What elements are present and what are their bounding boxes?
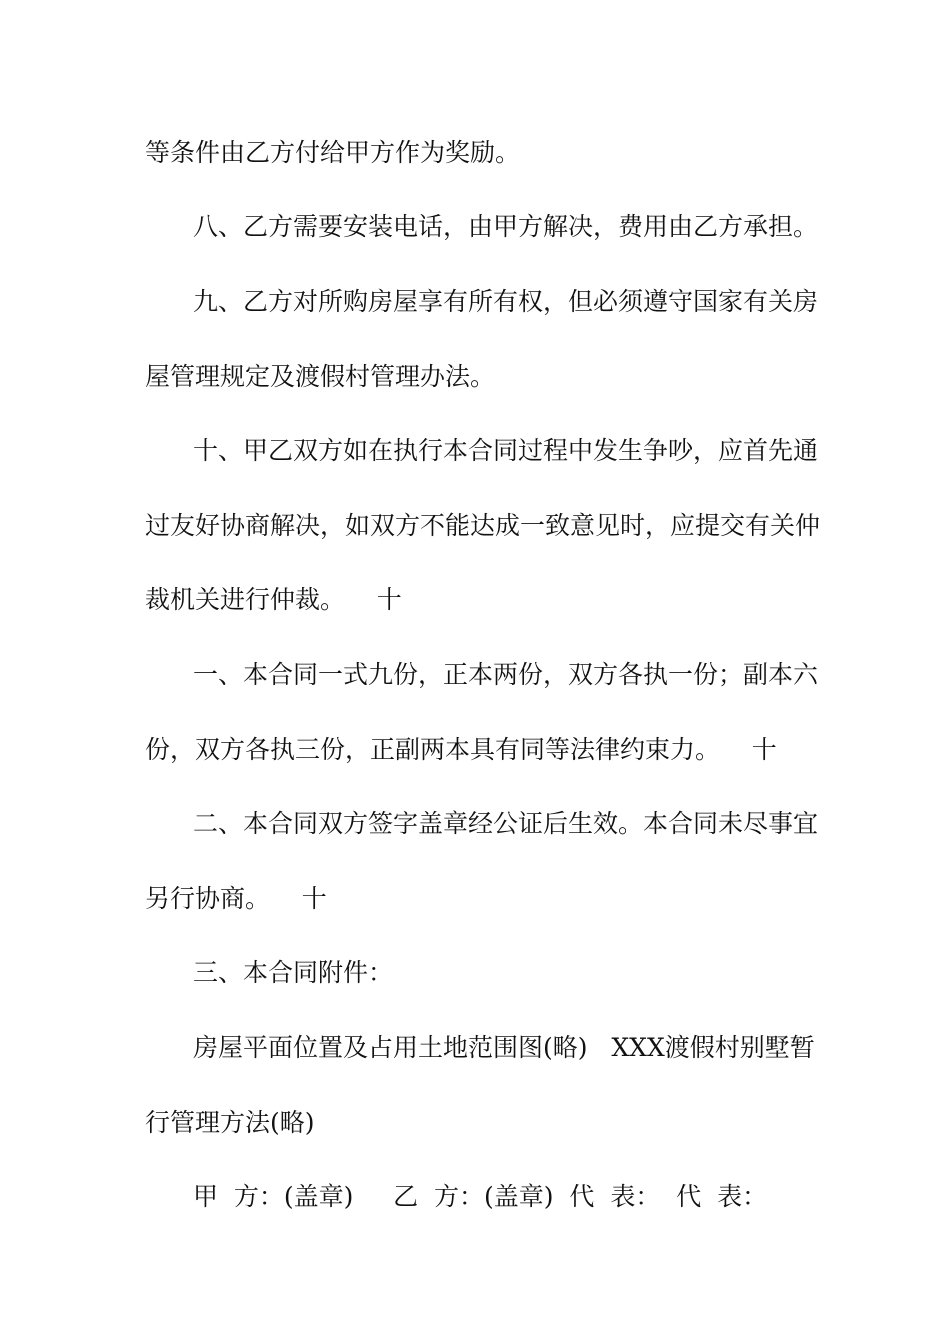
text-line-5: 十、甲乙双方如在执行本合同过程中发生争吵，应首先通 — [193, 436, 819, 465]
text-line-14: 行管理方法(略) — [145, 1108, 315, 1137]
text-line-13: 房屋平面位置及占用土地范围图(略) XXX渡假村别墅暂 — [193, 1033, 815, 1062]
text-line-7: 裁机关进行仲裁。 十 — [145, 585, 402, 614]
text-line-8: 一、本合同一式九份，正本两份，双方各执一份；副本六 — [193, 660, 819, 689]
text-line-2: 八、乙方需要安装电话，由甲方解决，费用由乙方承担。 — [193, 212, 819, 241]
text-line-3: 九、乙方对所购房屋享有所有权，但必须遵守国家有关房 — [193, 287, 819, 316]
text-line-1: 等条件由乙方付给甲方作为奖励。 — [145, 138, 521, 167]
text-line-4: 屋管理规定及渡假村管理办法。 — [145, 362, 496, 391]
text-line-9: 份，双方各执三份，正副两本具有同等法律约束力。 十 — [145, 735, 777, 764]
text-line-6: 过友好协商解决，如双方不能达成一致意见时，应提交有关仲 — [145, 511, 821, 540]
text-line-11: 另行协商。 十 — [145, 884, 327, 913]
text-line-10: 二、本合同双方签字盖章经公证后生效。本合同未尽事宜 — [193, 809, 819, 838]
text-line-12: 三、本合同附件： — [193, 958, 394, 987]
signature-line: 甲 方：(盖章) 乙 方：(盖章) 代 表： 代 表： — [193, 1182, 768, 1211]
